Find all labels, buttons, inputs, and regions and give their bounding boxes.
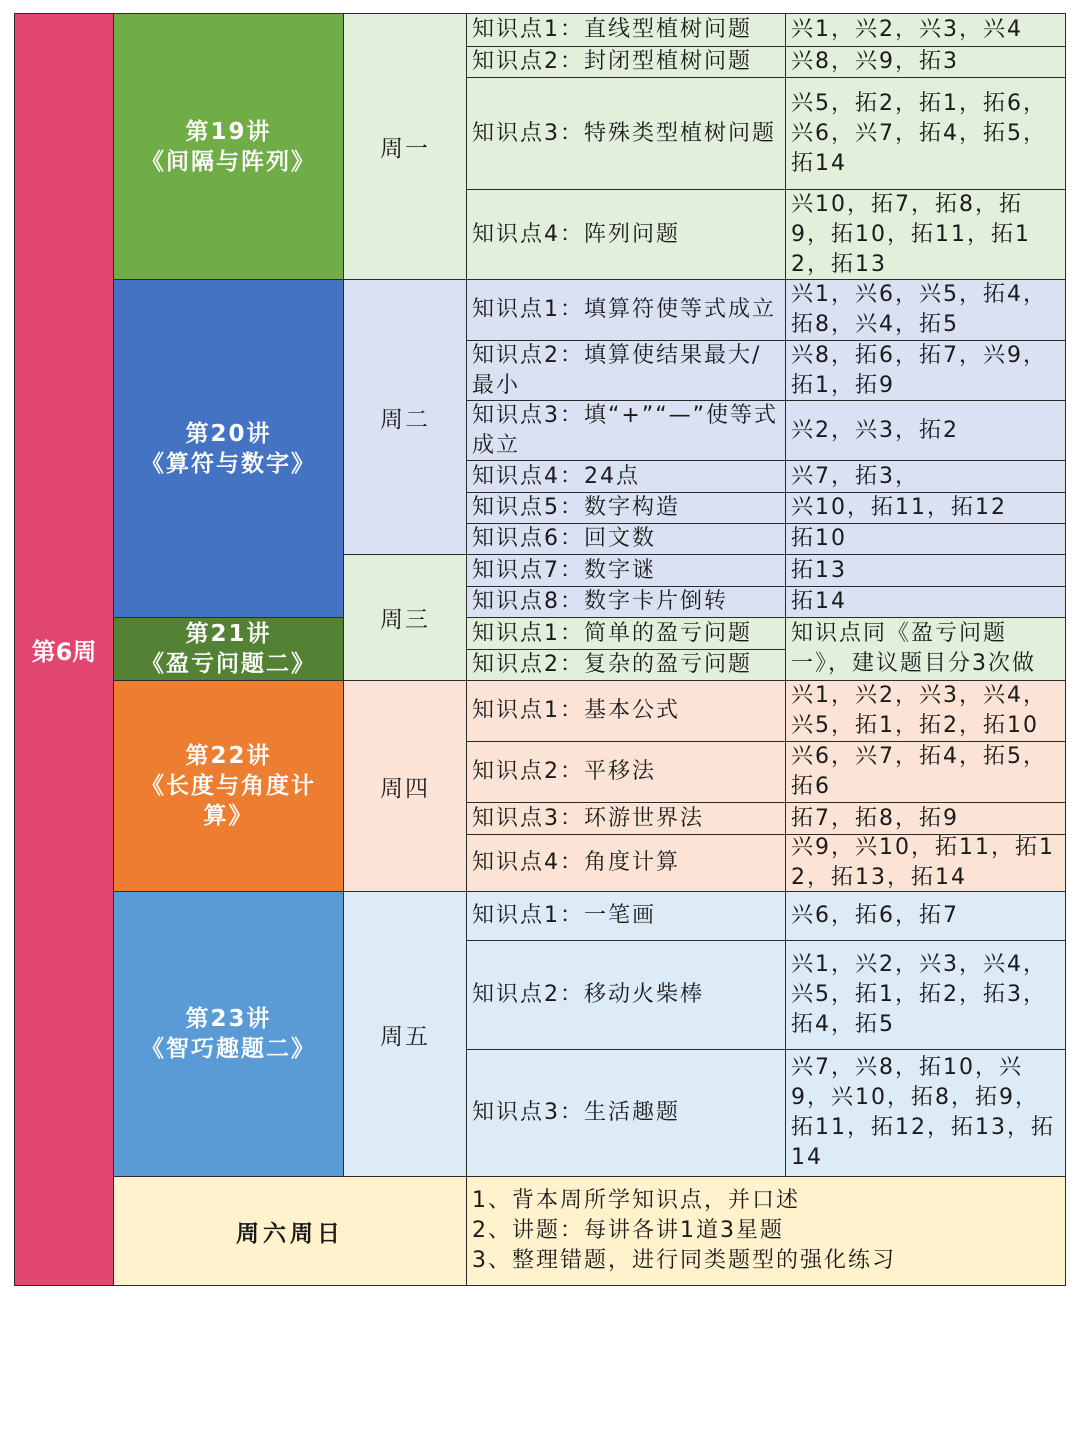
knowledge-point: 知识点3：环游世界法 (466, 802, 786, 835)
weekend-task: 3、整理错题，进行同类题型的强化练习 (472, 1248, 896, 1273)
knowledge-point: 知识点2：移动火柴棒 (466, 940, 786, 1050)
lecture-21 (113, 617, 344, 681)
exercise-list: 兴7，拓3， (785, 460, 1066, 493)
knowledge-point: 知识点2：填算使结果最大/最小 (466, 340, 786, 401)
exercise-list: 兴8，拓6，拓7，兴9，拓1，拓9 (785, 340, 1066, 401)
exercise-list: 拓7，拓8，拓9 (785, 802, 1066, 835)
day-friday: 周五 (343, 891, 467, 1177)
knowledge-point: 知识点4：阵列问题 (466, 189, 786, 280)
weekend-tasks (466, 1176, 1066, 1286)
lecture-19-title: 《间隔与阵列》 (141, 148, 316, 175)
lecture-19 (113, 13, 344, 280)
lecture-23-title: 《智巧趣题二》 (141, 1036, 316, 1062)
knowledge-point: 知识点4：角度计算 (466, 834, 786, 892)
exercise-list: 兴9，兴10，拓11，拓12，拓13，拓14 (785, 834, 1066, 892)
day-monday: 周一 (343, 13, 467, 280)
knowledge-point: 知识点1：简单的盈亏问题 (466, 617, 786, 650)
lecture-22-number: 第22讲 (185, 743, 272, 769)
lecture-22-title: 《长度与角度计算》 (141, 773, 316, 829)
knowledge-point: 知识点4：24点 (466, 460, 786, 493)
exercise-list: 兴8，兴9，拓3 (785, 46, 1066, 78)
exercise-list: 拓13 (785, 554, 1066, 587)
knowledge-point: 知识点2：封闭型植树问题 (466, 46, 786, 78)
knowledge-point: 知识点6：回文数 (466, 523, 786, 555)
lecture-22 (113, 680, 344, 892)
exercise-list: 兴1，兴2，兴3，兴4，兴5，拓1，拓2，拓10 (785, 680, 1066, 742)
exercise-list: 兴1，兴2，兴3，兴4 (785, 13, 1066, 47)
lecture-21-number: 第21讲 (185, 621, 272, 647)
lecture-19-number: 第19讲 (185, 118, 272, 145)
weekend-task: 1、背本周所学知识点，并口述 (472, 1188, 800, 1213)
knowledge-point: 知识点2：复杂的盈亏问题 (466, 649, 786, 681)
knowledge-point: 知识点1：填算符使等式成立 (466, 279, 786, 341)
knowledge-point: 知识点3：填“+”“—”使等式成立 (466, 400, 786, 461)
knowledge-point: 知识点1：直线型植树问题 (466, 13, 786, 47)
knowledge-point: 知识点8：数字卡片倒转 (466, 586, 786, 618)
exercise-list: 兴6，拓6，拓7 (785, 891, 1066, 941)
knowledge-point: 知识点1：基本公式 (466, 680, 786, 742)
day-wednesday: 周三 (343, 554, 467, 681)
exercise-list: 兴1，兴6，兴5，拓4，拓8，兴4，拓5 (785, 279, 1066, 341)
weekend-task: 2、讲题：每讲各讲1道3星题 (472, 1218, 784, 1243)
knowledge-point: 知识点3：特殊类型植树问题 (466, 77, 786, 190)
exercise-list: 拓10 (785, 523, 1066, 555)
exercise-list: 兴5，拓2，拓1，拓6，兴6，兴7，拓4，拓5，拓14 (785, 77, 1066, 190)
lecture-20-title: 《算符与数字》 (141, 450, 316, 477)
exercise-list: 兴10，拓7，拓8，拓9，拓10，拓11，拓12，拓13 (785, 189, 1066, 280)
knowledge-point: 知识点1：一笔画 (466, 891, 786, 941)
exercise-list: 兴10，拓11，拓12 (785, 492, 1066, 524)
day-thursday: 周四 (343, 680, 467, 892)
lecture-21-title: 《盈亏问题二》 (141, 651, 316, 677)
exercise-list: 兴6，兴7，拓4，拓5，拓6 (785, 741, 1066, 803)
lecture-20 (113, 279, 344, 618)
exercise-list: 兴2，兴3，拓2 (785, 400, 1066, 461)
lecture-23 (113, 891, 344, 1177)
day-tuesday: 周二 (343, 279, 467, 555)
weekend-title: 周六周日 (113, 1176, 467, 1286)
knowledge-point: 知识点7：数字谜 (466, 554, 786, 587)
knowledge-point: 知识点3：生活趣题 (466, 1049, 786, 1177)
lecture-23-number: 第23讲 (185, 1006, 272, 1032)
exercise-list: 拓14 (785, 586, 1066, 618)
exercise-list: 兴1，兴2，兴3，兴4，兴5，拓1，拓2，拓3，拓4，拓5 (785, 940, 1066, 1050)
merged-note: 知识点同《盈亏问题一》，建议题目分3次做 (785, 617, 1066, 681)
lecture-20-number: 第20讲 (185, 420, 272, 447)
knowledge-point: 知识点2：平移法 (466, 741, 786, 803)
week-label: 第6周 (14, 13, 114, 1286)
knowledge-point: 知识点5：数字构造 (466, 492, 786, 524)
exercise-list: 兴7，兴8，拓10，兴9，兴10，拓8，拓9，拓11，拓12，拓13，拓14 (785, 1049, 1066, 1177)
